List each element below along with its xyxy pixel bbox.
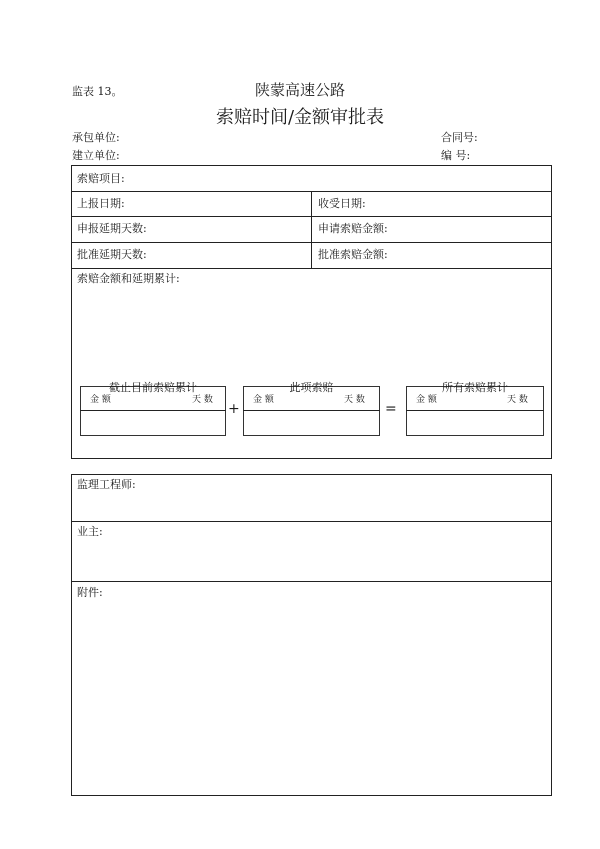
table-rule	[71, 268, 552, 269]
signoff-rule	[71, 581, 552, 582]
serial-no-label: 编 号:	[441, 149, 471, 162]
summary-title-previous: 截止目前索赔累计	[109, 381, 197, 394]
summary-amount-label: 金 额	[90, 395, 111, 405]
signoff-rule	[71, 521, 552, 522]
supervisor-label: 监理工程师:	[77, 478, 136, 491]
summary-rule	[243, 410, 380, 411]
summary-amount-label: 金 额	[416, 395, 437, 405]
attachment-label: 附件:	[77, 586, 103, 599]
organization-name: 陕蒙高速公路	[254, 81, 345, 99]
builder-label: 建立单位:	[72, 149, 120, 162]
summary-days-label: 天 数	[507, 395, 528, 405]
contract-no-label: 合同号:	[441, 131, 478, 144]
table-divider	[311, 191, 312, 268]
summary-rule	[406, 410, 544, 411]
applied-days-label: 申报延期天数:	[77, 222, 147, 235]
summary-amount-label: 金 额	[253, 395, 274, 405]
equals-sign: =	[385, 401, 397, 417]
summary-title-current: 此项索赔	[289, 381, 334, 394]
report-date-label: 上报日期:	[77, 197, 125, 210]
receive-date-label: 收受日期:	[318, 197, 366, 210]
signoff-table	[71, 474, 552, 796]
contractor-label: 承包单位:	[72, 131, 120, 144]
cumulative-label: 索赔金额和延期累计:	[77, 272, 180, 285]
approved-amount-label: 批准索赔金额:	[318, 248, 388, 261]
form-number: 监表 13。	[72, 85, 123, 98]
summary-days-label: 天 数	[192, 395, 213, 405]
owner-label: 业主:	[77, 525, 103, 538]
page-title: 索赔时间/金额审批表	[215, 107, 385, 128]
summary-days-label: 天 数	[344, 395, 365, 405]
claim-item-label: 索赔项目:	[77, 172, 125, 185]
plus-sign: +	[228, 401, 240, 417]
summary-title-total: 所有索赔累计	[442, 381, 508, 394]
applied-amount-label: 申请索赔金额:	[318, 222, 388, 235]
approved-days-label: 批准延期天数:	[77, 248, 147, 261]
summary-rule	[80, 410, 226, 411]
